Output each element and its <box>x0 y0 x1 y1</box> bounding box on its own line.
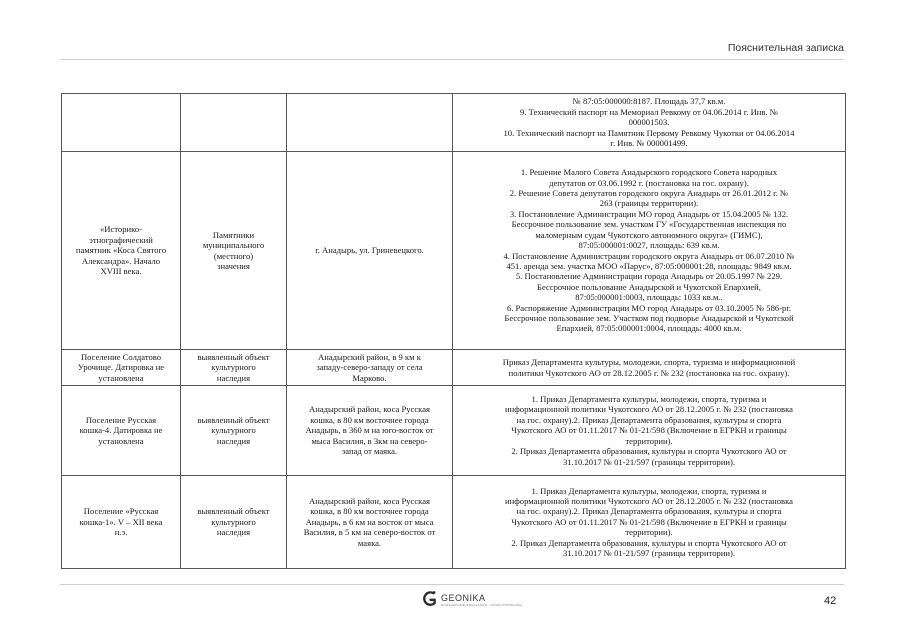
cell-text-line: информационной политики Чукотского АО от 28.12.2005 г. № 232 (постановка <box>505 495 793 506</box>
cell-text-line: кошка, в 80 км восточнее города <box>310 506 429 517</box>
cell-text-line: политики Чукотского АО от 28.12.2005 г. № 232 (постановка на гос. охрану). <box>508 367 790 378</box>
cell-text-line: культурного <box>211 425 256 436</box>
cell-text-line: «Историко- <box>99 224 143 235</box>
object-location-cell <box>287 350 453 386</box>
object-location-cell <box>287 476 453 569</box>
cell-text-line: выявленный объект <box>197 506 270 517</box>
cell-text-line: Марково. <box>352 372 387 383</box>
cell-text-line: наследия <box>216 435 251 446</box>
cell-text-line: № 87:05:000000:8187. Площадь 37,7 кв.м. <box>572 96 726 107</box>
object-name-cell <box>62 350 181 386</box>
cell-text-line: на гос. охрану).2. Приказ Департамента образования, культуры и спорта <box>516 414 782 425</box>
cell-text-line: 1. Приказ Департамента культуры, молодежи, спорта, туризма и <box>531 485 767 496</box>
cell-text-line: Чукотского АО от 01.11.2017 № 01-21/598 (Включение в ЕГРКН и границы <box>511 516 787 527</box>
cell-text-line: муниципального <box>202 240 265 251</box>
cell-text-line: установлена <box>98 435 144 446</box>
cell-text-line: 4. Постановление Администрации городского округа Анадырь от 06.07.2010 № <box>503 250 795 261</box>
cell-text-line: наследия <box>216 372 251 383</box>
cell-text-line: кошка-1». V – XII века <box>79 516 163 527</box>
cell-text-line: Александра». Начало <box>81 255 161 266</box>
object-type-cell <box>181 386 287 476</box>
table-row <box>62 386 846 476</box>
cell-text-line: Поселение Солдатово <box>80 351 162 362</box>
cell-text-line: кошка, в 80 км восточнее города <box>310 414 429 425</box>
cell-text-line: маяка. <box>357 537 382 548</box>
logo-wordmark: GEONIKA <box>441 593 486 603</box>
cell-text-line: 5. Постановление Администрации города Анадырь от 20.05.1997 № 229. <box>515 271 783 282</box>
object-type-cell <box>181 476 287 569</box>
object-name-cell <box>62 152 181 350</box>
cell-text-line: Бессрочное пользование зем. Участком под подворье Анадырской и Чукотской <box>504 312 794 323</box>
cell-text-line: запад от маяка. <box>341 446 398 457</box>
table-row <box>62 152 846 350</box>
cell-text-line: Анадырь, в 6 км на восток от мыса <box>305 516 434 527</box>
cell-text-line: на гос. охрану).2. Приказ Департамента образования, культуры и спорта <box>516 506 782 517</box>
cell-text-line: 000001503. <box>628 117 670 128</box>
cell-text-line: Анадырь, в 360 м на юго-восток от <box>305 425 434 436</box>
object-type-cell <box>181 94 287 152</box>
object-location-cell <box>287 152 453 350</box>
cell-text-line: (местного) <box>213 250 254 261</box>
cell-text-line: депутатов от 03.06.1992 г. (постановка на гос. охрану). <box>549 177 749 188</box>
cell-text-line: г. Анадырь, ул. Гриневецкого. <box>315 245 424 256</box>
cell-text-line: 87:05:000001:0027, площадь: 639 кв.м. <box>578 240 720 251</box>
footer-divider <box>60 584 844 585</box>
cell-text-line: 87:05:000001:0003, площадь: 1033 кв.м.. <box>575 292 723 303</box>
cell-text-line: 2. Приказ Департамента образования, культуры и спорта Чукотского АО от <box>511 446 787 457</box>
cell-text-line: 263 (границы территории). <box>599 198 699 209</box>
cell-text-line: 2. Решение Совета депутатов городского округа Анадырь от 26.01.2012 г. № <box>509 188 789 199</box>
object-documents-cell <box>453 152 846 350</box>
cell-text-line: наследия <box>216 527 251 538</box>
cell-text-line: 3. Постановление Администрации МО город Анадырь от 15.04.2005 № 132. <box>509 208 789 219</box>
cell-text-line: выявленный объект <box>197 414 270 425</box>
cell-text-line: Поселение Русская <box>85 414 157 425</box>
cell-text-line: культурного <box>211 362 256 373</box>
cell-text-line: XVIII века. <box>100 266 142 277</box>
cell-text-line: территории). <box>625 527 673 538</box>
object-type-cell <box>181 152 287 350</box>
cell-text-line: Анадырский район, коса Русская <box>309 404 430 415</box>
cell-text-line: Приказ Департамента культуры, молодежи, спорта, туризма и информационной <box>502 357 796 368</box>
cell-text-line: значения <box>217 260 250 271</box>
cell-text-line: 10. Технический паспорт на Памятник Первому Ревкому Чукотки от 04.06.2014 <box>503 127 795 138</box>
object-type-cell <box>181 350 287 386</box>
cell-text-line: 31.10.2017 № 01-21/597 (границы территории). <box>562 456 736 467</box>
cell-text-line: памятник «Коса Святого <box>75 245 167 256</box>
cell-text-line: кошка-4. Датировка не <box>79 425 163 436</box>
cell-text-line: территории). <box>625 435 673 446</box>
cell-text-line: Бессрочное пользование Анадырской и Чукотской Епархией, <box>537 281 761 292</box>
cell-text-line: западу-северо-западу от села <box>316 362 423 373</box>
cell-text-line: н.э. <box>114 527 128 538</box>
cell-text-line: г. Инв. № 000001499. <box>610 138 688 149</box>
cell-text-line: 2. Приказ Департамента образования, культуры и спорта Чукотского АО от <box>511 537 787 548</box>
geonika-logo-icon <box>422 589 438 611</box>
cell-text-line: 451. аренда зем. участка МОО «Парус», 87:05:000001:28, площадь: 9849 кв.м. <box>506 260 792 271</box>
cell-text-line: Поселение «Русская <box>83 506 159 517</box>
cell-text-line: мыса Василия, в 3км на северо- <box>311 435 428 446</box>
object-name-cell <box>62 94 181 152</box>
object-documents-cell <box>453 94 846 152</box>
table-row <box>62 94 846 152</box>
object-location-cell <box>287 94 453 152</box>
cell-text-line: культурного <box>211 516 256 527</box>
document-header-title: Пояснительная записка <box>727 42 844 54</box>
logo-tagline: ИНЖЕНЕРНЫЕ ИЗЫСКАНИЯ · ПРОЕКТИРОВАНИЕ <box>441 603 522 607</box>
cell-text-line: этнографический <box>89 234 153 245</box>
cell-text-line: 31.10.2017 № 01-21/597 (границы территории). <box>562 548 736 559</box>
heritage-objects-table <box>61 93 846 569</box>
cell-text-line: установлена <box>98 372 144 383</box>
cell-text-line: Епархией, 87:05:000001:0004, площадь: 4000 кв.м. <box>556 323 742 334</box>
cell-text-line: Анадырский район, в 9 км к <box>318 351 421 362</box>
cell-text-line: маломерным судам Чукотского автономного округа» (ГИМС), <box>535 229 763 240</box>
table-row <box>62 476 846 569</box>
cell-text-line: Памятники <box>212 229 255 240</box>
cell-text-line: 6. Распоряжение Администрации МО город Анадырь от 03.10.2005 № 586-рг. <box>506 302 792 313</box>
cell-text-line: Чукотского АО от 01.11.2017 № 01-21/598 (Включение в ЕГРКН и границы <box>511 425 787 436</box>
cell-text-line: 1. Приказ Департамента культуры, молодежи, спорта, туризма и <box>531 394 767 405</box>
cell-text-line: 1. Решение Малого Совета Анадырского городского Совета народных <box>520 167 778 178</box>
cell-text-line: Василия, в 5 км на северо-восток от <box>303 527 436 538</box>
cell-text-line: информационной политики Чукотского АО от 28.12.2005 г. № 232 (постановка <box>505 404 793 415</box>
object-location-cell <box>287 386 453 476</box>
cell-text-line: 9. Технический паспорт на Мемориал Ревкому от 04.06.2014 г. Инв. № <box>520 106 778 117</box>
page-number: 42 <box>824 595 837 607</box>
header-divider <box>60 59 844 60</box>
table-row <box>62 350 846 386</box>
cell-text-line: выявленный объект <box>197 351 270 362</box>
object-documents-cell <box>453 350 846 386</box>
object-documents-cell <box>453 386 846 476</box>
object-name-cell <box>62 476 181 569</box>
cell-text-line: Урочище. Датировка не <box>77 362 165 373</box>
geonika-logo <box>422 589 522 611</box>
cell-text-line: Анадырский район, коса Русская <box>309 495 430 506</box>
cell-text-line: Бессрочное пользование зем. участком ГУ «Государственная инспекция по <box>511 219 787 230</box>
object-name-cell <box>62 386 181 476</box>
object-documents-cell <box>453 476 846 569</box>
